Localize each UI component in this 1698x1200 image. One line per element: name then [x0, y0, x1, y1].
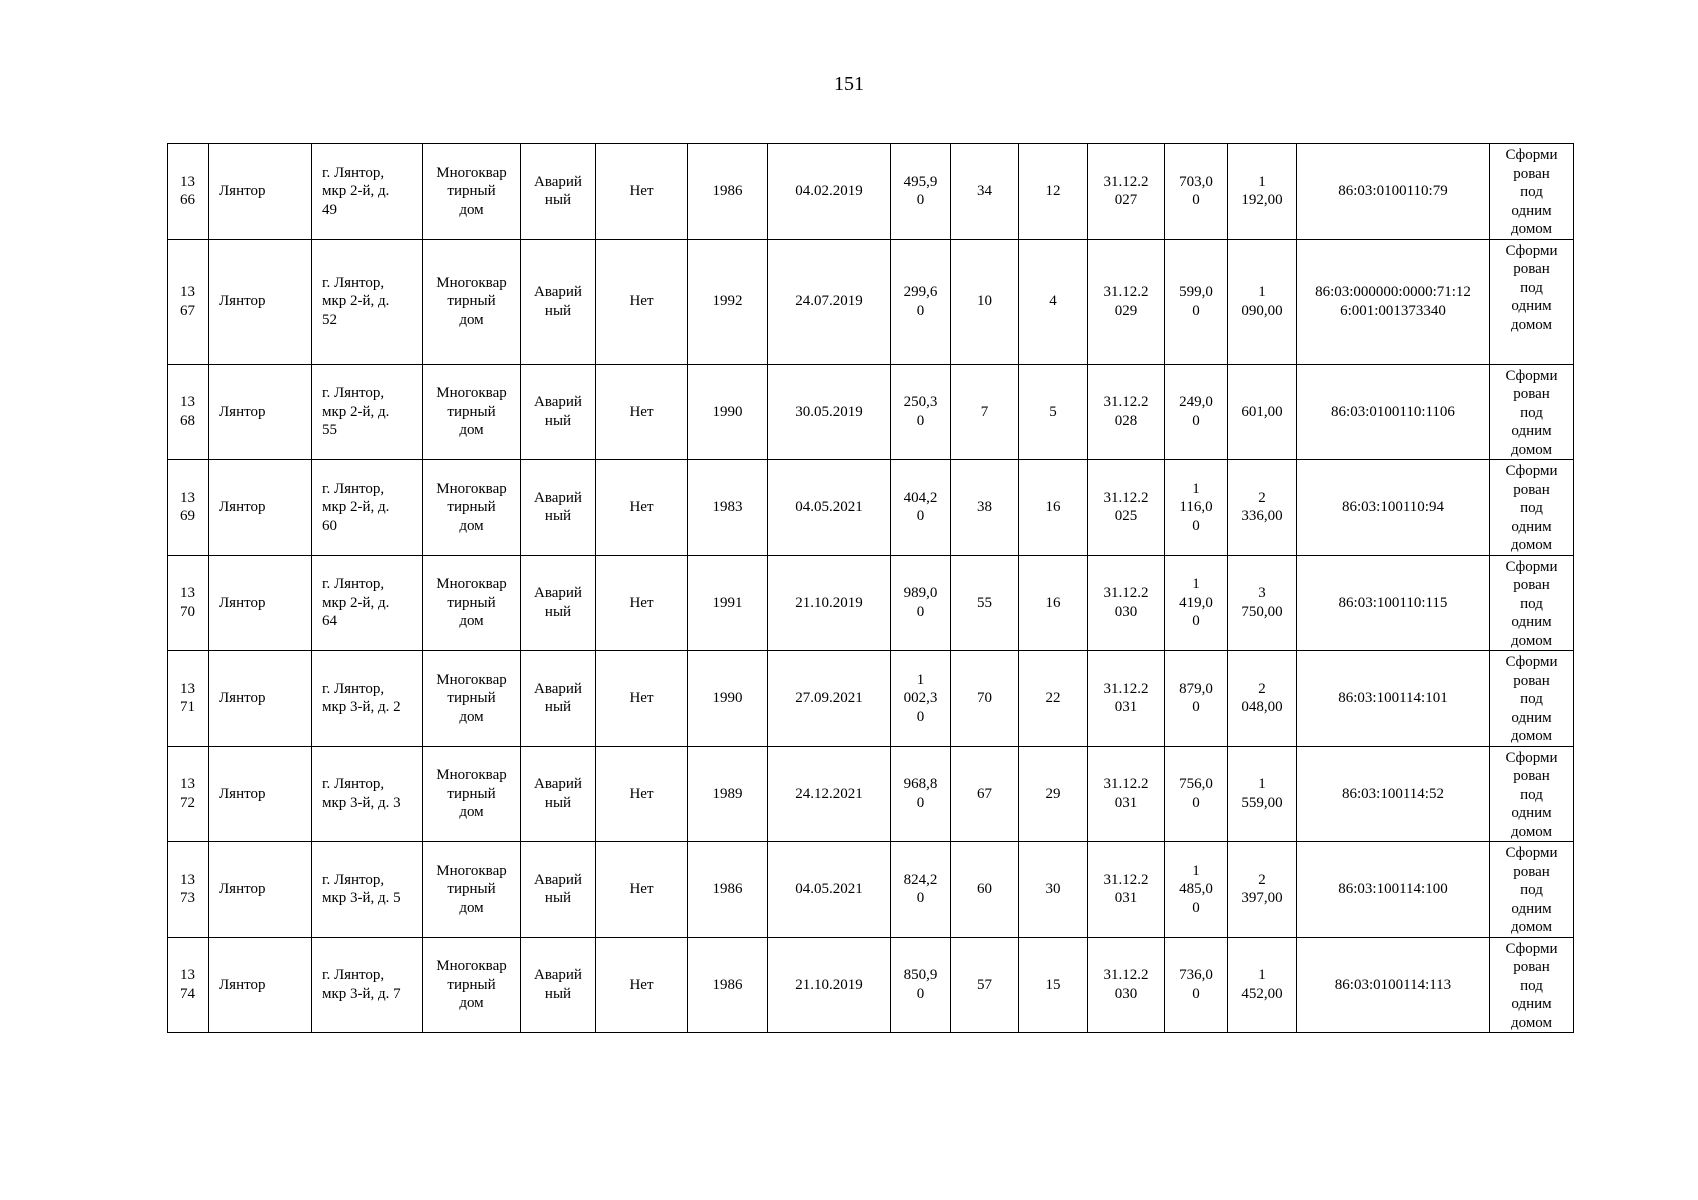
table-row: [168, 555, 1574, 651]
table-row: [168, 842, 1574, 938]
cell-note: Сформи рован под одним домом: [1490, 842, 1574, 938]
cell-condition: Аварий ный: [521, 239, 596, 364]
cell-address: г. Лянтор, мкр 3-й, д. 7: [312, 937, 423, 1033]
cell-row-number: 13 69: [168, 460, 209, 556]
cell-year: 1991: [688, 555, 768, 651]
cell-condition: Аварий ный: [521, 364, 596, 460]
cell-settlement: Лянтор: [209, 239, 312, 364]
cell-year: 1986: [688, 937, 768, 1033]
cell-residents: 57: [951, 937, 1019, 1033]
cell-cadastral-number: 86:03:000000:0000:71:12 6:001:001373340: [1297, 239, 1490, 364]
cell-flag: Нет: [596, 746, 688, 842]
cell-land-area: 879,0 0: [1165, 651, 1228, 747]
table-row: [168, 651, 1574, 747]
cell-year: 1989: [688, 746, 768, 842]
cell-area: 989,0 0: [891, 555, 951, 651]
cell-date: 04.05.2021: [768, 842, 891, 938]
cell-cadastral-number: 86:03:0100110:79: [1297, 144, 1490, 240]
cell-land-area: 249,0 0: [1165, 364, 1228, 460]
cell-settlement: Лянтор: [209, 460, 312, 556]
cell-deadline: 31.12.2 031: [1088, 651, 1165, 747]
cell-deadline: 31.12.2 030: [1088, 555, 1165, 651]
cell-note: Сформи рован под одним домом: [1490, 937, 1574, 1033]
cell-land-area: 703,0 0: [1165, 144, 1228, 240]
cell-building-type: Многоквар тирный дом: [423, 842, 521, 938]
cell-note: Сформи рован под одним домом: [1490, 746, 1574, 842]
cell-deadline: 31.12.2 028: [1088, 364, 1165, 460]
cell-row-number: 13 73: [168, 842, 209, 938]
table-row: [168, 937, 1574, 1033]
cell-year: 1986: [688, 144, 768, 240]
cell-flag: Нет: [596, 460, 688, 556]
cell-address: г. Лянтор, мкр 2-й, д. 64: [312, 555, 423, 651]
cell-settlement: Лянтор: [209, 144, 312, 240]
table-row: [168, 144, 1574, 240]
table-row: [168, 239, 1574, 364]
cell-row-number: 13 74: [168, 937, 209, 1033]
cell-residents: 60: [951, 842, 1019, 938]
page-number: 151: [834, 73, 864, 95]
cell-date: 21.10.2019: [768, 555, 891, 651]
cell-land-area: 736,0 0: [1165, 937, 1228, 1033]
cell-note: Сформи рован под одним домом: [1490, 239, 1574, 364]
cell-year: 1986: [688, 842, 768, 938]
cell-row-number: 13 71: [168, 651, 209, 747]
cell-premises: 30: [1019, 842, 1088, 938]
cell-value: 2 048,00: [1228, 651, 1297, 747]
cell-deadline: 31.12.2 030: [1088, 937, 1165, 1033]
cell-residents: 10: [951, 239, 1019, 364]
cell-premises: 5: [1019, 364, 1088, 460]
cell-settlement: Лянтор: [209, 555, 312, 651]
cell-building-type: Многоквар тирный дом: [423, 651, 521, 747]
cell-premises: 22: [1019, 651, 1088, 747]
cell-address: г. Лянтор, мкр 3-й, д. 3: [312, 746, 423, 842]
cell-residents: 55: [951, 555, 1019, 651]
cell-year: 1983: [688, 460, 768, 556]
cell-building-type: Многоквар тирный дом: [423, 937, 521, 1033]
cell-land-area: 756,0 0: [1165, 746, 1228, 842]
cell-address: г. Лянтор, мкр 2-й, д. 60: [312, 460, 423, 556]
cell-building-type: Многоквар тирный дом: [423, 746, 521, 842]
cell-flag: Нет: [596, 239, 688, 364]
cell-area: 968,8 0: [891, 746, 951, 842]
cell-land-area: 1 116,0 0: [1165, 460, 1228, 556]
cell-condition: Аварий ный: [521, 842, 596, 938]
cell-address: г. Лянтор, мкр 2-й, д. 52: [312, 239, 423, 364]
cell-residents: 70: [951, 651, 1019, 747]
cell-condition: Аварий ный: [521, 937, 596, 1033]
cell-condition: Аварий ный: [521, 555, 596, 651]
cell-building-type: Многоквар тирный дом: [423, 555, 521, 651]
cell-condition: Аварий ный: [521, 460, 596, 556]
cell-land-area: 1 485,0 0: [1165, 842, 1228, 938]
cell-settlement: Лянтор: [209, 937, 312, 1033]
cell-residents: 34: [951, 144, 1019, 240]
cell-residents: 38: [951, 460, 1019, 556]
cell-area: 495,9 0: [891, 144, 951, 240]
cell-note: Сформи рован под одним домом: [1490, 460, 1574, 556]
cell-address: г. Лянтор, мкр 2-й, д. 55: [312, 364, 423, 460]
cell-settlement: Лянтор: [209, 651, 312, 747]
cell-flag: Нет: [596, 555, 688, 651]
cell-area: 1 002,3 0: [891, 651, 951, 747]
cell-building-type: Многоквар тирный дом: [423, 364, 521, 460]
cell-premises: 12: [1019, 144, 1088, 240]
cell-land-area: 1 419,0 0: [1165, 555, 1228, 651]
cell-value: 3 750,00: [1228, 555, 1297, 651]
cell-building-type: Многоквар тирный дом: [423, 460, 521, 556]
cell-row-number: 13 68: [168, 364, 209, 460]
cell-settlement: Лянтор: [209, 364, 312, 460]
cell-value: 2 397,00: [1228, 842, 1297, 938]
cell-condition: Аварий ный: [521, 651, 596, 747]
cell-row-number: 13 72: [168, 746, 209, 842]
cell-note: Сформи рован под одним домом: [1490, 555, 1574, 651]
cell-deadline: 31.12.2 025: [1088, 460, 1165, 556]
cell-residents: 67: [951, 746, 1019, 842]
cell-condition: Аварий ный: [521, 144, 596, 240]
cell-row-number: 13 66: [168, 144, 209, 240]
cell-flag: Нет: [596, 651, 688, 747]
table-row: [168, 364, 1574, 460]
cell-building-type: Многоквар тирный дом: [423, 144, 521, 240]
cell-value: 1 090,00: [1228, 239, 1297, 364]
cell-area: 850,9 0: [891, 937, 951, 1033]
cell-cadastral-number: 86:03:100114:100: [1297, 842, 1490, 938]
cell-row-number: 13 67: [168, 239, 209, 364]
cell-note: Сформи рован под одним домом: [1490, 651, 1574, 747]
cell-note: Сформи рован под одним домом: [1490, 144, 1574, 240]
cell-date: 30.05.2019: [768, 364, 891, 460]
cell-area: 404,2 0: [891, 460, 951, 556]
cell-date: 04.02.2019: [768, 144, 891, 240]
cell-value: 1 192,00: [1228, 144, 1297, 240]
table-row: [168, 460, 1574, 556]
table-row: [168, 746, 1574, 842]
cell-land-area: 599,0 0: [1165, 239, 1228, 364]
cell-address: г. Лянтор, мкр 3-й, д. 2: [312, 651, 423, 747]
cell-cadastral-number: 86:03:100110:115: [1297, 555, 1490, 651]
cell-year: 1990: [688, 651, 768, 747]
cell-deadline: 31.12.2 031: [1088, 842, 1165, 938]
cell-settlement: Лянтор: [209, 842, 312, 938]
cell-area: 824,2 0: [891, 842, 951, 938]
cell-premises: 15: [1019, 937, 1088, 1033]
cell-building-type: Многоквар тирный дом: [423, 239, 521, 364]
cell-address: г. Лянтор, мкр 3-й, д. 5: [312, 842, 423, 938]
cell-premises: 29: [1019, 746, 1088, 842]
cell-row-number: 13 70: [168, 555, 209, 651]
cell-area: 250,3 0: [891, 364, 951, 460]
cell-flag: Нет: [596, 937, 688, 1033]
housing-registry-table: [167, 143, 1574, 1033]
cell-year: 1990: [688, 364, 768, 460]
cell-premises: 4: [1019, 239, 1088, 364]
cell-deadline: 31.12.2 031: [1088, 746, 1165, 842]
cell-condition: Аварий ный: [521, 746, 596, 842]
cell-premises: 16: [1019, 460, 1088, 556]
cell-date: 27.09.2021: [768, 651, 891, 747]
cell-value: 1 452,00: [1228, 937, 1297, 1033]
cell-flag: Нет: [596, 842, 688, 938]
cell-note: Сформи рован под одним домом: [1490, 364, 1574, 460]
cell-value: 601,00: [1228, 364, 1297, 460]
cell-date: 04.05.2021: [768, 460, 891, 556]
cell-cadastral-number: 86:03:100114:52: [1297, 746, 1490, 842]
cell-value: 1 559,00: [1228, 746, 1297, 842]
cell-address: г. Лянтор, мкр 2-й, д. 49: [312, 144, 423, 240]
cell-deadline: 31.12.2 029: [1088, 239, 1165, 364]
cell-area: 299,6 0: [891, 239, 951, 364]
cell-deadline: 31.12.2 027: [1088, 144, 1165, 240]
cell-cadastral-number: 86:03:0100110:1106: [1297, 364, 1490, 460]
cell-cadastral-number: 86:03:0100114:113: [1297, 937, 1490, 1033]
cell-cadastral-number: 86:03:100114:101: [1297, 651, 1490, 747]
cell-year: 1992: [688, 239, 768, 364]
cell-date: 21.10.2019: [768, 937, 891, 1033]
cell-settlement: Лянтор: [209, 746, 312, 842]
table-body: [168, 144, 1574, 1033]
cell-date: 24.07.2019: [768, 239, 891, 364]
cell-flag: Нет: [596, 364, 688, 460]
cell-value: 2 336,00: [1228, 460, 1297, 556]
cell-date: 24.12.2021: [768, 746, 891, 842]
cell-flag: Нет: [596, 144, 688, 240]
cell-cadastral-number: 86:03:100110:94: [1297, 460, 1490, 556]
cell-residents: 7: [951, 364, 1019, 460]
cell-premises: 16: [1019, 555, 1088, 651]
